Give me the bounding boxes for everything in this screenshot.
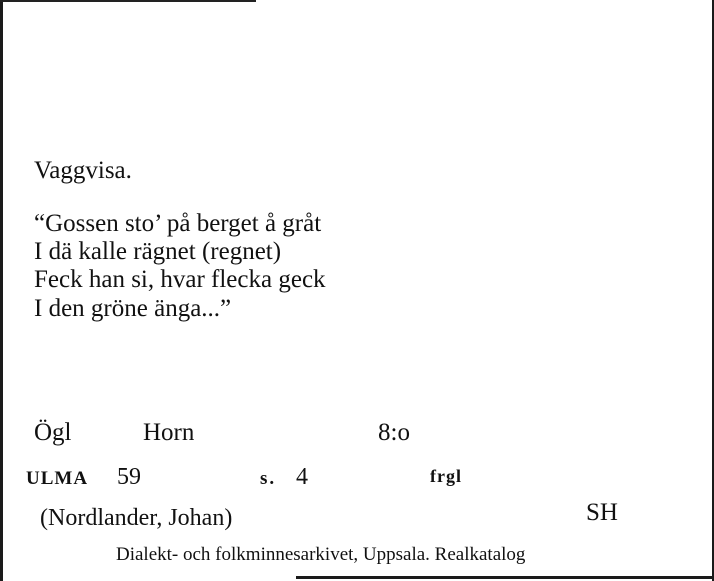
category-label: frgl — [430, 466, 462, 486]
landskap-label: Ögl — [34, 419, 72, 446]
recorder-initials: SH — [586, 499, 618, 526]
verse-line-4: I den gröne änga...” — [34, 295, 232, 322]
card-title: Vaggvisa. — [34, 157, 132, 184]
format-label: 8:o — [378, 419, 410, 446]
page-label: s. — [260, 468, 277, 489]
card-border-bottom — [296, 576, 714, 579]
verse-line-3: Feck han si, hvar flecka geck — [34, 266, 326, 293]
verse-line-1: “Gossen sto’ på berget å gråt — [34, 210, 322, 237]
archive-number: 59 — [117, 464, 141, 490]
card-border-left — [0, 0, 3, 581]
archive-label: ULMA — [26, 468, 89, 489]
card-border-top — [0, 0, 256, 2]
informant-name: (Nordlander, Johan) — [40, 505, 233, 531]
verse-line-2: I dä kalle rägnet (regnet) — [34, 238, 282, 265]
page-number: 4 — [296, 464, 308, 490]
archive-footer: Dialekt- och folkminnesarkivet, Uppsala. Realkatalog — [116, 544, 526, 565]
socken-label: Horn — [143, 419, 195, 446]
